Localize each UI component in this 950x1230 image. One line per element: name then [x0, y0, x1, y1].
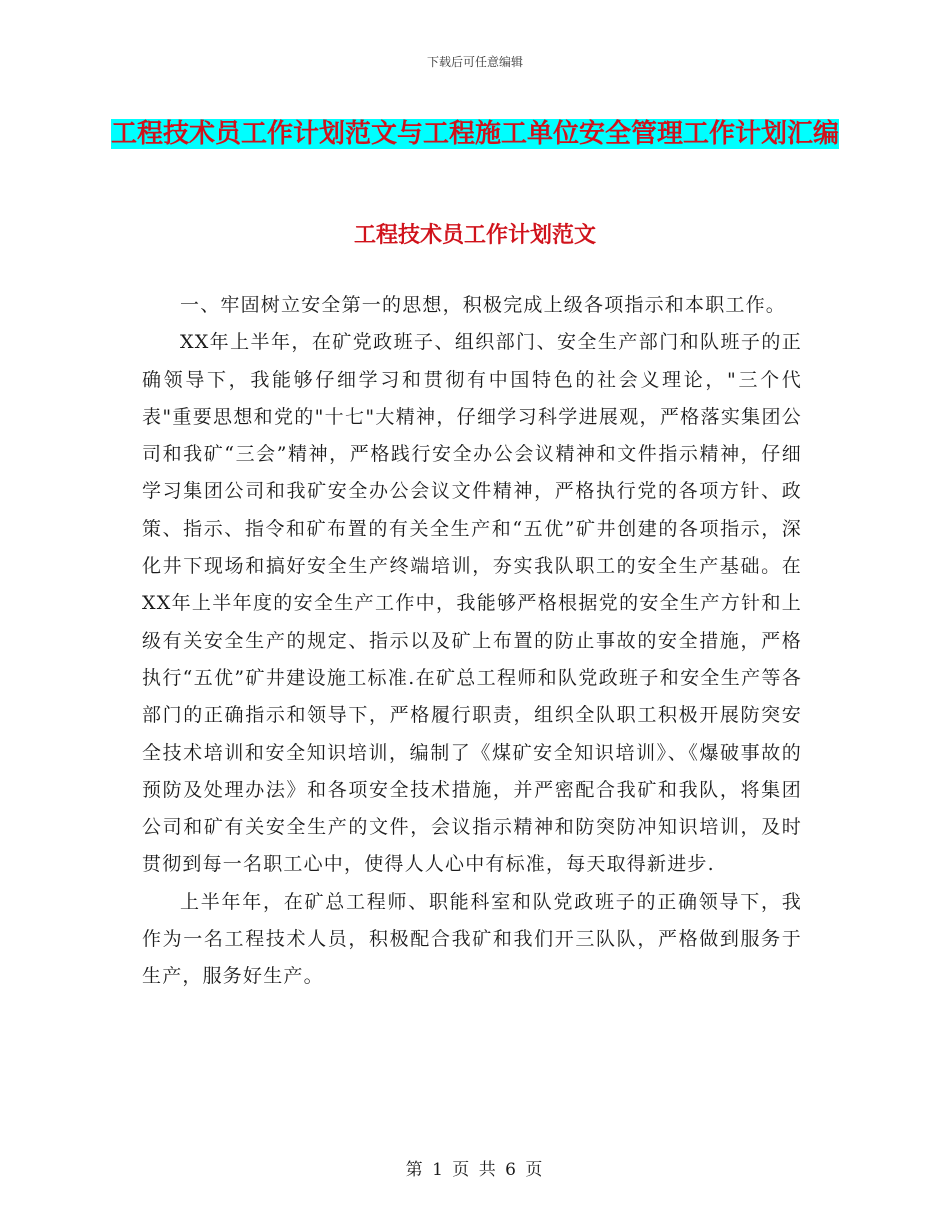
document-title-text: 工程技术员工作计划范文与工程施工单位安全管理工作计划汇编: [110, 119, 839, 149]
document-body: [142, 287, 802, 996]
section-title: 工程技术员工作计划范文: [353, 223, 596, 248]
paragraph-3: 上半年年，在矿总工程师、职能科室和队党政班子的正确领导下，我作为一名工程技术人员，积极配合我矿和我们开三队队，严格做到服务于生产，服务好生产。: [142, 890, 802, 988]
paragraph-2: XX年上半年，在矿党政班子、组织部门、安全生产部门和队班子的正确领导下，我能够仔细学习和贯彻有中国特色的社会义理论，"三个代表"重要思想和党的"十七"大精神，仔细学习科学进展观，严格落实集团公司和我矿“三会”精神，严格践行安全办公会议精神和文件指示精神，仔细学习集团公司和我矿安全办公会议文件精神，严格执行党的各项方针、政策、指示、指令和矿布置的有关全生产和“五优”矿井创建的各项指示，深化井下现场和搞好安全生产终端培训，夯实我队职工的安全生产基础。在XX年上半年度的安全生产工作中，我能够严格根据党的安全生产方针和上级有关安全生产的规定、指示以及矿上布置的防止事故的安全措施，严格执行“五优”矿井建设施工标准.在矿总工程师和队党政班子和安全生产等各部门的正确指示和领导下，严格履行职责，组织全队职工积极开展防突安全技术培训和安全知识培训，编制了《煤矿安全知识培训》、《爆破事故的预防及处理办法》和各项安全技术措施，并严密配合我矿和我队，将集团公司和矿有关安全生产的文件，会议指示精神和防突防冲知识培训，及时贯彻到每一名职工心中，使得人人心中有标准，每天取得新进步.: [142, 331, 802, 876]
document-title: [100, 110, 850, 158]
page-footer: 第 1 页 共 6 页: [405, 1160, 545, 1180]
paragraph-1: 一、牢固树立安全第一的思想，积极完成上级各项指示和本职工作。: [180, 294, 787, 316]
header-note: 下载后可任意编辑: [426, 55, 523, 69]
